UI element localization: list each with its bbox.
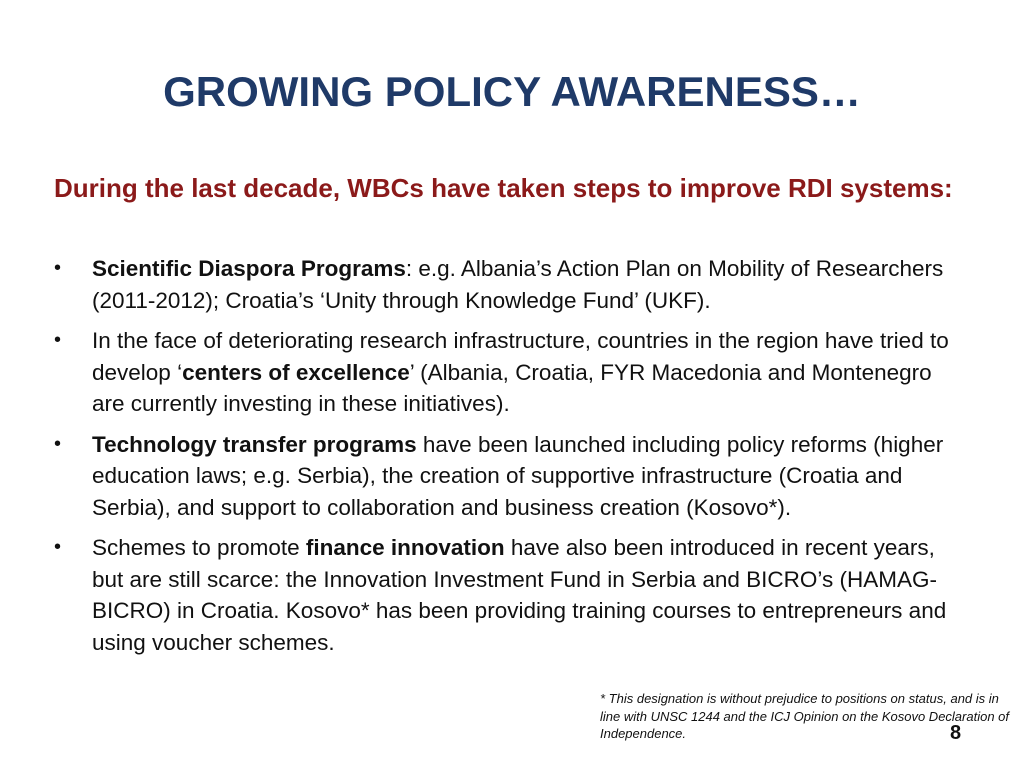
bullet-finance-innovation <box>0 532 1024 658</box>
bullet-list <box>0 253 1024 667</box>
page-number: 8 <box>950 722 962 744</box>
bullet-technology-transfer <box>0 429 1024 524</box>
bullet-bold-text: centers of excellence <box>182 359 410 385</box>
bullet-text-before: Schemes to promote <box>92 535 306 560</box>
bullet-centers-of-excellence <box>0 325 1024 420</box>
bullet-bold-text: Technology transfer programs <box>92 431 417 457</box>
bullet-text-after: : e.g. Albania’s Action Plan on Mobility of Researchers (2011-2012); Croatia’s ‘Unity through Knowledge Fund’ (UKF). <box>92 256 944 313</box>
bullet-dot-icon: • <box>54 432 62 455</box>
bullet-dot-icon: • <box>54 257 62 279</box>
bullet-dot-icon: • <box>54 329 62 351</box>
bullet-bold-text: finance innovation <box>305 535 505 560</box>
bullet-text-after: have also been introduced in recent years, but are still scarce: the Innovation Investment Fund in Serbia and BICRO’s (HAMAG- BICRO) in Croatia. Kosovo* has been providing training courses to entrepreneurs and using voucher schemes. <box>92 535 947 655</box>
bullet-bold-text: Scientific Diaspora Programs <box>92 256 406 281</box>
kosovo-footnote: * This designation is without prejudice to positions on status, and is in line with UNSC 1244 and the ICJ Opinion on the Kosovo Declaration of Independence. <box>600 691 1010 741</box>
intro-heading: During the last decade, WBCs have taken steps to improve RDI systems: <box>54 173 953 203</box>
slide-title: GROWING POLICY AWARENESS… <box>163 68 861 115</box>
bullet-text-after: have been launched including policy reforms (higher education laws; e.g. Serbia), the creation of supportive infrastructure (Croatia and Serbia), and support to collaboration and business creation (Kosovo*). <box>92 431 944 520</box>
bullet-text-after: ’ (Albania, Croatia, FYR Macedonia and Montenegro are currently investing in these initiatives). <box>92 359 932 416</box>
bullet-text-before: In the face of deteriorating research infrastructure, countries in the region have tried to develop ‘ <box>92 328 949 385</box>
bullet-dot-icon: • <box>54 536 62 558</box>
bullet-diaspora-programs <box>0 253 1024 316</box>
